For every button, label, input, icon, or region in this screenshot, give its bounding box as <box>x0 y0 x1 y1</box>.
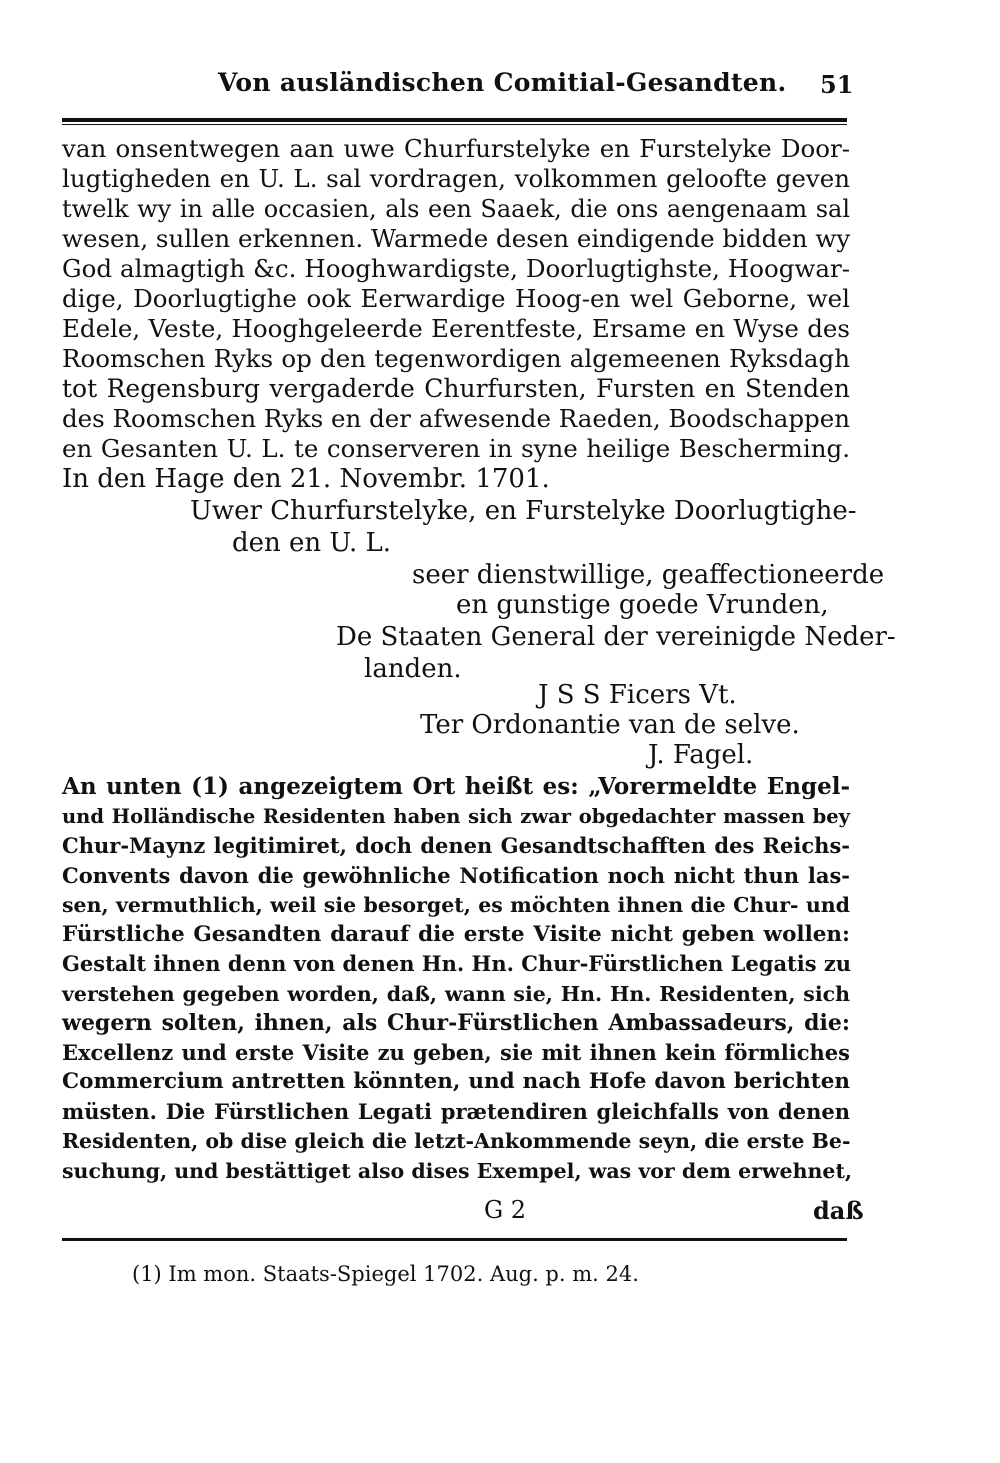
dutch-line: van onsentwegen aan uwe Churfurstelyke en Furstelyke Door- <box>62 134 850 163</box>
german-line: Fürstliche Gesandten darauf die erste Visite nicht geben wollen: <box>62 921 850 947</box>
german-line: sen, vermuthlich, weil sie besorget, es möchten ihnen die Chur- und <box>62 893 850 917</box>
german-line: Chur-Maynz legitimiret, doch denen Gesandtschafften des Reichs- <box>62 833 850 858</box>
signature-mark: G 2 <box>484 1196 527 1224</box>
dutch-line: Roomschen Ryks op den tegenwordigen algemeenen Ryksdagh <box>62 344 850 373</box>
catchword: daß <box>813 1196 864 1225</box>
signature: Ter Ordonantie van de selve. <box>420 710 800 740</box>
dutch-line: en Gesanten U. L. te conserveren in syne heilige Bescherming. <box>62 434 850 463</box>
german-line: Convents davon die gewöhnliche Notification noch nicht thun las- <box>62 862 850 888</box>
dutch-line: God almagtigh &c. Hooghwardigste, Doorlugtighste, Hoogwar- <box>62 254 850 283</box>
german-line: Commercium antretten könnten, und nach Hofe davon berichten <box>62 1069 850 1094</box>
footnote-rule <box>62 1238 847 1241</box>
dutch-line: des Roomschen Ryks en der afwesende Raeden, Boodschappen <box>62 404 850 433</box>
german-line: suchung, und bestättiget also dises Exempel, was vor dem erwehnet, <box>62 1158 853 1183</box>
page-number: 51 <box>820 70 854 99</box>
closing-line: De Staaten General der vereinigde Neder- <box>336 622 896 652</box>
german-line: Gestalt ihnen denn von denen Hn. Hn. Chur-Fürstlichen Legatis zu <box>62 951 852 976</box>
running-head: Von ausländischen Comitial-Gesandten. <box>218 68 787 97</box>
footnote: (1) Im mon. Staats-Spiegel 1702. Aug. p. m. 24. <box>132 1262 639 1286</box>
german-line: Excellenz und erste Visite zu geben, sie mit ihnen kein förmliches <box>62 1039 850 1065</box>
closing-line: seer dienstwillige, geaffectioneerde <box>412 560 885 590</box>
closing-line: Uwer Churfurstelyke, en Furstelyke Doorlugtighe- <box>190 496 857 526</box>
german-line: An unten (1) angezeigtem Ort heißt es: „Vorermeldte Engel- <box>62 773 850 800</box>
closing-line: den en U. L. <box>232 528 392 558</box>
dutch-line: tot Regensburg vergaderde Churfursten, Fursten en Stenden <box>62 374 850 403</box>
dutch-line: lugtigheden en U. L. sal vordragen, volkommen geloofte geven <box>62 164 850 193</box>
header-rule-thin <box>62 124 847 125</box>
signature: J S S Ficers Vt. <box>538 680 737 710</box>
german-line: und Holländische Residenten haben sich zwar obgedachter massen bey <box>62 804 850 828</box>
header-rule <box>62 118 847 122</box>
closing-line: landen. <box>364 654 462 684</box>
dutch-line: Edele, Veste, Hooghgeleerde Eerentfeste, Ersame en Wyse des <box>62 314 850 343</box>
dutch-line: twelk wy in alle occasien, als een Saaek, die ons aengenaam sal <box>62 195 850 223</box>
closing-line: en gunstige goede Vrunden, <box>456 590 829 620</box>
dutch-line: wesen, sullen erkennen. Warmede desen eindigende bidden wy <box>62 224 851 253</box>
signature: J. Fagel. <box>648 740 754 770</box>
german-line: müsten. Die Fürstlichen Legati prætendiren gleichfalls von denen <box>62 1098 850 1124</box>
letter-date: In den Hage den 21. Novembr. 1701. <box>62 464 550 494</box>
german-line: wegern solten, ihnen, als Chur-Fürstlichen Ambassadeurs, die: <box>62 1010 850 1036</box>
dutch-line: dige, Doorlugtighe ook Eerwardige Hoog-en wel Geborne, wel <box>62 284 850 313</box>
german-line: verstehen gegeben worden, daß, wann sie, Hn. Hn. Residenten, sich <box>62 981 850 1006</box>
german-line: Residenten, ob dise gleich die letzt-Ankommende seyn, die erste Be- <box>62 1129 851 1153</box>
